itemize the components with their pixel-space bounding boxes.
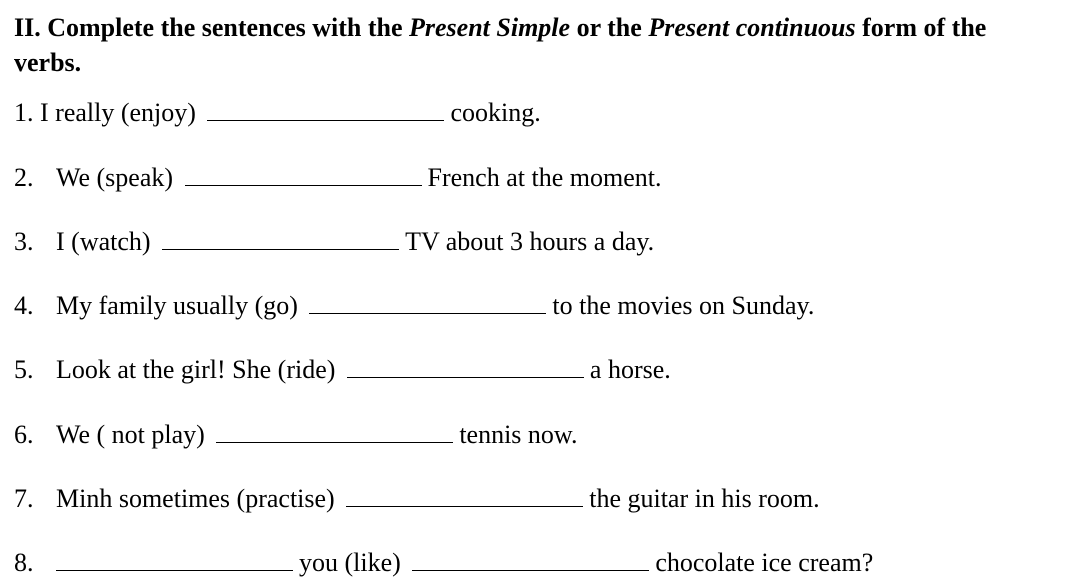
sentence-4: [14, 291, 814, 321]
sentence-number: 7.: [14, 484, 34, 513]
sentence-text-before: We ( not play): [56, 420, 205, 449]
heading-text-3: form of the verbs.: [14, 13, 987, 77]
sentence-text-before: We (speak): [56, 163, 174, 192]
sentence-text-middle: you (like): [299, 548, 401, 577]
answer-blank[interactable]: [346, 505, 583, 507]
sentence-number: 2.: [14, 163, 34, 192]
sentence-text-after: French at the moment.: [427, 163, 662, 192]
heading-text-2: or the: [570, 13, 649, 42]
answer-blank[interactable]: [207, 119, 444, 121]
sentence-number: 1.: [14, 98, 34, 127]
sentence-5: [14, 355, 671, 385]
sentence-6: [14, 420, 578, 450]
answer-blank[interactable]: [412, 569, 649, 571]
sentence-text-before: Minh sometimes (practise): [56, 484, 335, 513]
sentence-text-after: to the movies on Sunday.: [552, 291, 815, 320]
sentence-text-after: tennis now.: [459, 420, 578, 449]
heading-text-1: II. Complete the sentences with the: [14, 13, 410, 42]
sentence-number: 4.: [14, 291, 34, 320]
sentence-number: 3.: [14, 227, 34, 256]
answer-blank[interactable]: [162, 248, 399, 250]
heading-italic-present-continuous: Present continuous: [648, 13, 856, 42]
sentence-number: 5.: [14, 355, 34, 384]
sentence-3: [14, 227, 654, 257]
heading-italic-present-simple: Present Simple: [409, 13, 571, 42]
sentence-text-after: TV about 3 hours a day.: [405, 227, 655, 256]
sentence-text-before: I (watch): [56, 227, 151, 256]
answer-blank[interactable]: [56, 569, 293, 571]
answer-blank[interactable]: [185, 184, 422, 186]
sentence-text-before: Look at the girl! She (ride): [56, 355, 336, 384]
sentence-text-after: chocolate ice cream?: [655, 548, 874, 577]
sentence-2: [14, 163, 661, 193]
sentence-text-after: the guitar in his room.: [589, 484, 820, 513]
answer-blank[interactable]: [216, 441, 453, 443]
sentence-text-after: cooking.: [450, 98, 541, 127]
sentence-1: [14, 98, 541, 128]
sentence-text-before: My family usually (go): [56, 291, 298, 320]
sentence-number: 8.: [14, 548, 34, 577]
sentence-text-after: a horse.: [589, 355, 671, 384]
sentence-7: [14, 484, 820, 514]
answer-blank[interactable]: [347, 376, 584, 378]
answer-blank[interactable]: [309, 312, 546, 314]
sentence-text-before: I really (enjoy): [40, 98, 196, 127]
sentence-number: 6.: [14, 420, 34, 449]
sentence-8: [14, 548, 873, 578]
exercise-heading: [14, 10, 1054, 80]
